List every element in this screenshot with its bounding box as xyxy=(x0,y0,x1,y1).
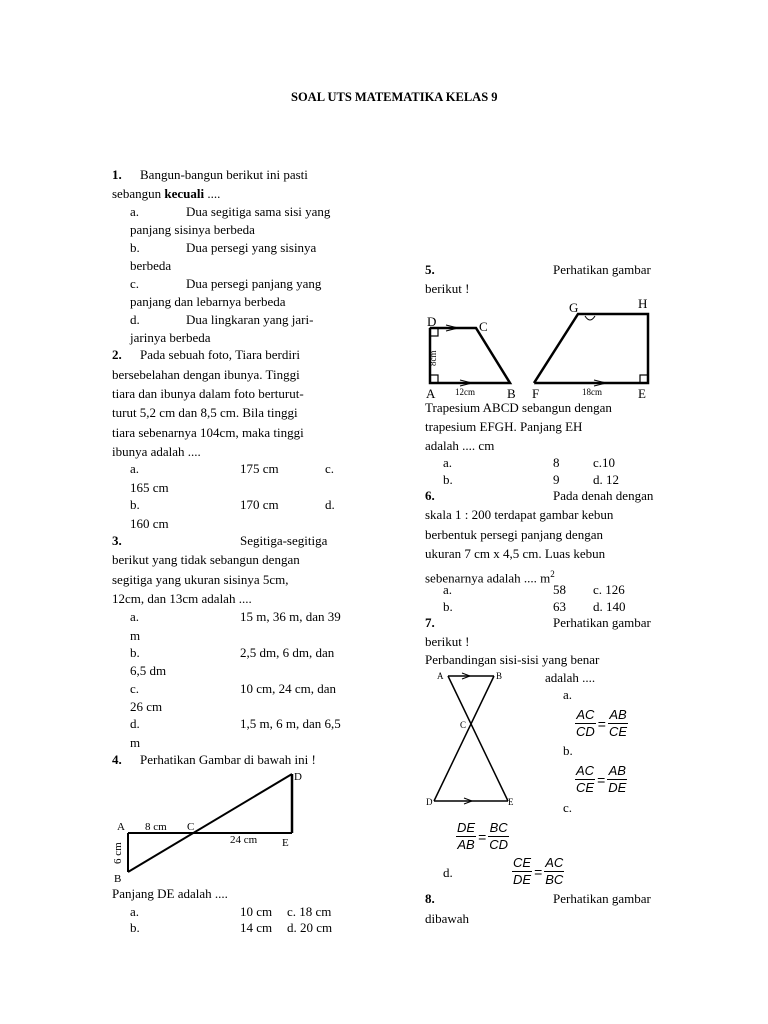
question-text: sebenarnya adalah .... $m^2$ xyxy=(425,569,555,586)
option-text: m xyxy=(130,628,141,643)
length-label: 12cm xyxy=(455,387,475,397)
option-c-ratio: $\frac{DE}{AB}$ = $\frac{BC}{CD}$ xyxy=(457,820,509,852)
option-text: 15 m, 36 m, dan 39 xyxy=(240,609,341,624)
vertex-label: H xyxy=(638,296,648,311)
option-a-ratio: $\frac{AC}{CD}$ = $\frac{AB}{CE}$ xyxy=(576,707,628,739)
question-number: 4. xyxy=(112,752,122,767)
option-text: d. 140 xyxy=(593,599,626,614)
option-label: d. xyxy=(325,497,335,512)
question-text: berikut ! xyxy=(425,281,470,296)
question-number: 1. xyxy=(112,167,122,182)
option-text: panjang dan lebarnya berbeda xyxy=(130,294,286,309)
option-text: m xyxy=(130,735,141,750)
question-text: Segitiga-segitiga xyxy=(240,533,328,548)
vertex-label: C xyxy=(479,319,488,334)
option-text: panjang sisinya berbeda xyxy=(130,222,255,237)
question-text: bersebelahan dengan ibunya. Tinggi xyxy=(112,367,300,382)
option-text: berbeda xyxy=(130,258,172,273)
vertex-label: A xyxy=(437,671,444,681)
vertex-label: G xyxy=(569,300,579,315)
vertex-label: B xyxy=(496,671,503,681)
option-label: a. xyxy=(130,204,140,219)
question-text: 12cm, dan 13cm adalah .... xyxy=(112,591,252,606)
figure-trapezoids-q5 xyxy=(424,296,660,400)
option-label: a. xyxy=(443,582,453,597)
question-text: Perhatikan gambar xyxy=(553,891,651,906)
question-text: tiara sebenarnya 104cm, maka tinggi xyxy=(112,425,304,440)
option-text: 9 xyxy=(553,472,560,487)
option-label: d. xyxy=(130,312,140,327)
option-text: 10 cm xyxy=(240,904,273,919)
option-text: 58 xyxy=(553,582,566,597)
vertex-label: D xyxy=(426,797,433,807)
option-label: a. xyxy=(130,461,140,476)
option-label: c. xyxy=(563,800,573,815)
question-text: berbentuk persegi panjang dengan xyxy=(425,527,603,542)
question-text: turut 5,2 cm dan 8,5 cm. Bila tinggi xyxy=(112,405,298,420)
question-text: Panjang DE adalah .... xyxy=(112,886,228,901)
question-text: segitiga yang ukuran sisinya 5cm, xyxy=(112,572,289,587)
question-text: sebangun kecuali .... xyxy=(112,186,221,201)
figure-similar-triangles-q4 xyxy=(110,766,310,884)
option-text: c.10 xyxy=(593,455,616,470)
vertex-label: B xyxy=(114,873,122,884)
figure-hourglass-q7 xyxy=(424,668,524,810)
question-text: adalah .... cm xyxy=(425,438,495,453)
page-title: SOAL UTS MATEMATIKA KELAS 9 xyxy=(291,90,498,104)
vertex-label: C xyxy=(460,720,467,730)
question-text: dibawah xyxy=(425,911,470,926)
question-text: adalah .... xyxy=(545,670,596,685)
question-text: tiara dan ibunya dalam foto berturut- xyxy=(112,386,304,401)
option-label: a. xyxy=(443,455,453,470)
vertex-label: C xyxy=(187,821,195,833)
question-text: ukuran 7 cm x 4,5 cm. Luas kebun xyxy=(425,546,606,561)
option-text: 8 xyxy=(553,455,560,470)
vertex-label: E xyxy=(508,797,514,807)
option-text: Dua lingkaran yang jari- xyxy=(186,312,314,327)
question-number: 3. xyxy=(112,533,122,548)
question-number: 6. xyxy=(425,488,435,503)
question-text: trapesium EFGH. Panjang EH xyxy=(425,419,583,434)
option-text: jarinya berbeda xyxy=(130,330,211,345)
option-label: a. xyxy=(563,687,573,702)
option-label: d. xyxy=(443,865,453,880)
vertex-label: E xyxy=(638,386,646,400)
question-text: berikut ! xyxy=(425,634,470,649)
option-text: 175 cm xyxy=(240,461,279,476)
question-number: 7. xyxy=(425,615,435,630)
option-label: b. xyxy=(130,920,140,935)
option-label: b. xyxy=(443,599,453,614)
option-text: 26 cm xyxy=(130,699,163,714)
option-label: c. xyxy=(325,461,335,476)
option-label: b. xyxy=(563,743,573,758)
option-text: 10 cm, 24 cm, dan xyxy=(240,681,337,696)
option-label: c. xyxy=(130,681,140,696)
option-text: 2,5 dm, 6 dm, dan xyxy=(240,645,335,660)
option-label: b. xyxy=(130,645,140,660)
question-number: 5. xyxy=(425,262,435,277)
option-d-ratio: $\frac{CE}{DE}$ = $\frac{AC}{BC}$ xyxy=(513,855,564,887)
vertex-label: E xyxy=(282,837,289,849)
question-text: skala 1 : 200 terdapat gambar kebun xyxy=(425,507,614,522)
vertex-label: A xyxy=(426,386,436,400)
vertex-label: D xyxy=(427,314,437,329)
question-text: Trapesium ABCD sebangun dengan xyxy=(425,400,612,415)
option-label: a. xyxy=(130,609,140,624)
option-text: Dua persegi panjang yang xyxy=(186,276,322,291)
length-label: 18cm xyxy=(582,387,602,397)
option-text: Dua segitiga sama sisi yang xyxy=(186,204,331,219)
option-label: b. xyxy=(443,472,453,487)
option-text: d. 20 cm xyxy=(287,920,333,935)
length-label: 8 cm xyxy=(145,821,167,833)
option-text: 14 cm xyxy=(240,920,273,935)
question-text: Perbandingan sisi-sisi yang benar xyxy=(425,652,600,667)
question-text: Bangun-bangun berikut ini pasti xyxy=(140,167,308,182)
option-text: 170 cm xyxy=(240,497,279,512)
question-number: 2. xyxy=(112,347,122,362)
question-number: 8. xyxy=(425,891,435,906)
question-text: Perhatikan gambar xyxy=(553,615,651,630)
option-label: a. xyxy=(130,904,140,919)
option-text: 165 cm xyxy=(130,480,169,495)
option-text: d. 12 xyxy=(593,472,619,487)
option-label: b. xyxy=(130,497,140,512)
option-label: d. xyxy=(130,716,140,731)
question-text: Perhatikan gambar xyxy=(553,262,651,277)
option-text: Dua persegi yang sisinya xyxy=(186,240,317,255)
vertex-label: A xyxy=(117,821,125,833)
question-text: berikut yang tidak sebangun dengan xyxy=(112,552,300,567)
option-text: 63 xyxy=(553,599,566,614)
option-text: c. 126 xyxy=(593,582,625,597)
length-label: 6 cm xyxy=(112,842,124,864)
question-text: Pada sebuah foto, Tiara berdiri xyxy=(140,347,300,362)
length-label: 8cm xyxy=(428,350,438,366)
option-text: 1,5 m, 6 m, dan 6,5 xyxy=(240,716,341,731)
question-text: Pada denah dengan xyxy=(553,488,654,503)
vertex-label: F xyxy=(532,386,540,400)
vertex-label: B xyxy=(507,386,516,400)
option-label: b. xyxy=(130,240,140,255)
option-text: c. 18 cm xyxy=(287,904,332,919)
question-text: ibunya adalah .... xyxy=(112,444,201,459)
option-b-ratio: $\frac{AC}{CE}$ = $\frac{AB}{DE}$ xyxy=(576,763,627,795)
option-text: 6,5 dm xyxy=(130,663,167,678)
question-text: Perhatikan Gambar di bawah ini ! xyxy=(140,752,316,767)
option-text: 160 cm xyxy=(130,516,169,531)
length-label: 24 cm xyxy=(230,834,258,846)
option-label: c. xyxy=(130,276,140,291)
vertex-label: D xyxy=(294,771,302,783)
